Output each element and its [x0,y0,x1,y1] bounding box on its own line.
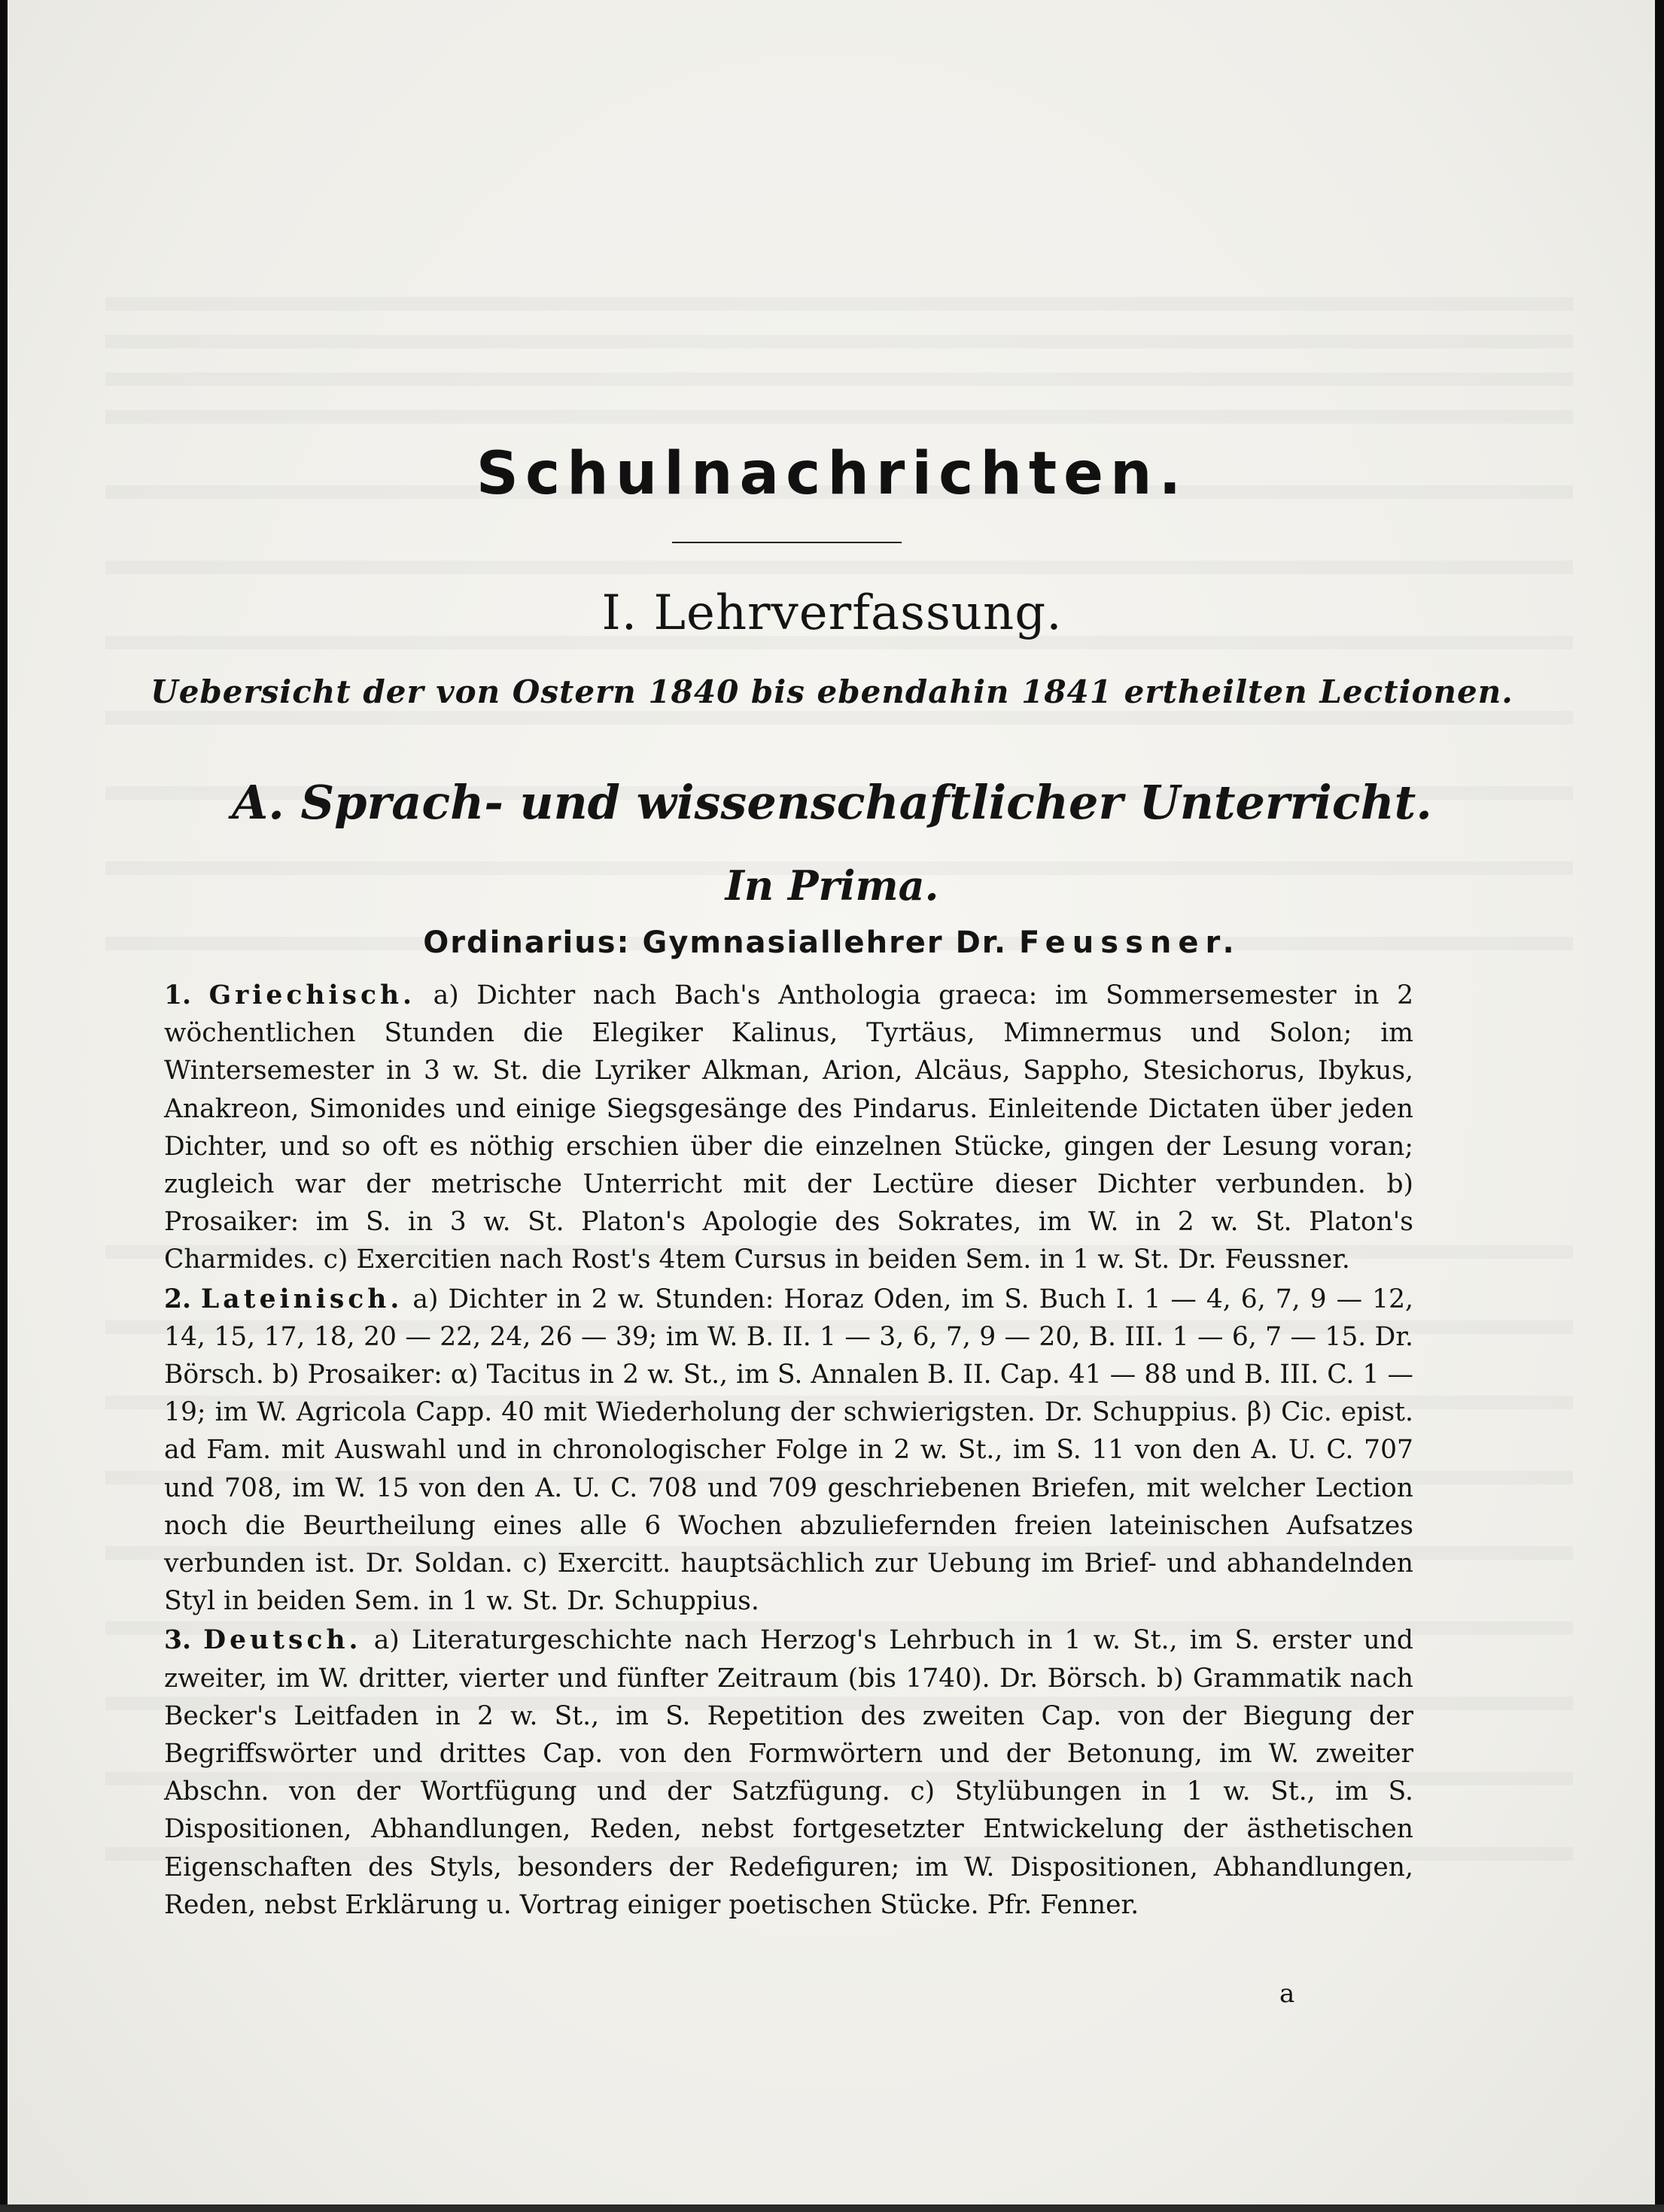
item-text: a) Dichter nach Bach's Anthologia graeca: im Sommersemester in 2 wöchentlichen Stunden die Elegiker Kalinus, Tyrtäus, Mimnermus und Solon; im Wintersemester in 3 w. St. die Lyriker Alkman, Arion, Alcäus, Sappho, Stesichorus, Ibykus, Anakreon, Simonides und einige Siegsgesänge des Pindarus. Einleitende Dictaten über jeden Dichter, und so oft es nöthig erschien über die einzelnen Stücke, gingen der Lesung voran; zugleich war der metrische Unterricht mit der Lectüre dieser Dichter verbunden. b) Prosaiker: im S. in 3 w. St. Platon's Apologie des Sokrates, im W. in 2 w. St. Platon's Charmides. c) Exercitien nach Rost's 4tem Cursus in beiden Sem. in 1 w. St. Dr. Feussner. [164,980,1414,1275]
item-subject: Deutsch. [203,1625,362,1656]
ordinarius-name: Feussner. [1018,925,1241,960]
lesson-item [164,977,1413,1279]
lesson-item [164,1281,1413,1621]
item-number: 1. [164,980,192,1010]
scan-edge-right [1655,0,1664,2212]
class-heading: In Prima. [725,861,939,910]
ordinarius-label: Ordinarius: [423,925,631,960]
scan-edge-bottom [0,2204,1664,2212]
title-divider [672,542,902,543]
signature-mark: a [1279,1979,1295,2009]
ordinarius-line [0,925,1664,960]
ordinarius-title: Gymnasiallehrer Dr. [642,925,1008,960]
scan-edge-left [0,0,8,2212]
page-title: Schulnachrichten. [476,440,1188,508]
subsection-heading: A. Sprach- und wissenschaftlicher Unterricht. [232,775,1432,830]
lesson-item [164,1621,1413,1924]
item-number: 2. [164,1284,192,1314]
item-number: 3. [164,1625,192,1656]
section-heading: I. Lehrverfassung. [601,585,1063,641]
lessons-list [164,977,1413,1925]
item-subject: Lateinisch. [201,1284,403,1314]
item-text: a) Dichter in 2 w. Stunden: Horaz Oden, im S. Buch I. 1 — 4, 6, 7, 9 — 12, 14, 15, 17, 18, 20 — 22, 24, 26 — 39; im W. B. II. 1 — 3, 6, 7, 9 — 20, B. III. 1 — 6, 7 — 15. Dr. Börsch. b) Prosaiker: α) Tacitus in 2 w. St., im S. Annalen B. II. Cap. 41 — 88 und B. III. C. 1 — 19; im W. Agricola Capp. 40 mit Wiederholung der schwierigsten. Dr. Schuppius. β) Cic. epist. ad Fam. mit Auswahl und in chronologischer Folge in 2 w. St., im S. 11 von den A. U. C. 707 und 708, im W. 15 von den A. U. C. 708 und 709 geschriebenen Briefen, mit welcher Lection noch die Beurtheilung eines alle 6 Wochen abzuliefernden freien lateinischen Aufsatzes verbunden ist. Dr. Soldan. c) Exercitt. hauptsächlich zur Uebung im Brief- und abhandelnden Styl in beiden Sem. in 1 w. St. Dr. Schuppius. [164,1284,1413,1617]
item-text: a) Literaturgeschichte nach Herzog's Lehrbuch in 1 w. St., im S. erster und zweiter, im W. dritter, vierter und fünfter Zeitraum (bis 1740). Dr. Börsch. b) Grammatik nach Becker's Leitfaden in 2 w. St., im S. Repetition des zweiten Cap. von der Biegung der Begriffswörter und drittes Cap. von den Formwörtern und der Betonung, im W. zweiter Abschn. von der Wortfügung und der Satzfügung. c) Stylübungen in 1 w. St., im S. Dispositionen, Abhandlungen, Reden, nebst fortgesetzter Entwickelung der ästhetischen Eigenschaften des Styls, besonders der Redefiguren; im W. Dispositionen, Abhandlungen, Reden, nebst Erklärung u. Vortrag einiger poetischen Stücke. Pfr. Fenner. [164,1625,1414,1920]
item-subject: Griechisch. [208,980,416,1010]
subtitle: Uebersicht der von Ostern 1840 bis ebendahin 1841 ertheilten Lectionen. [151,673,1513,710]
